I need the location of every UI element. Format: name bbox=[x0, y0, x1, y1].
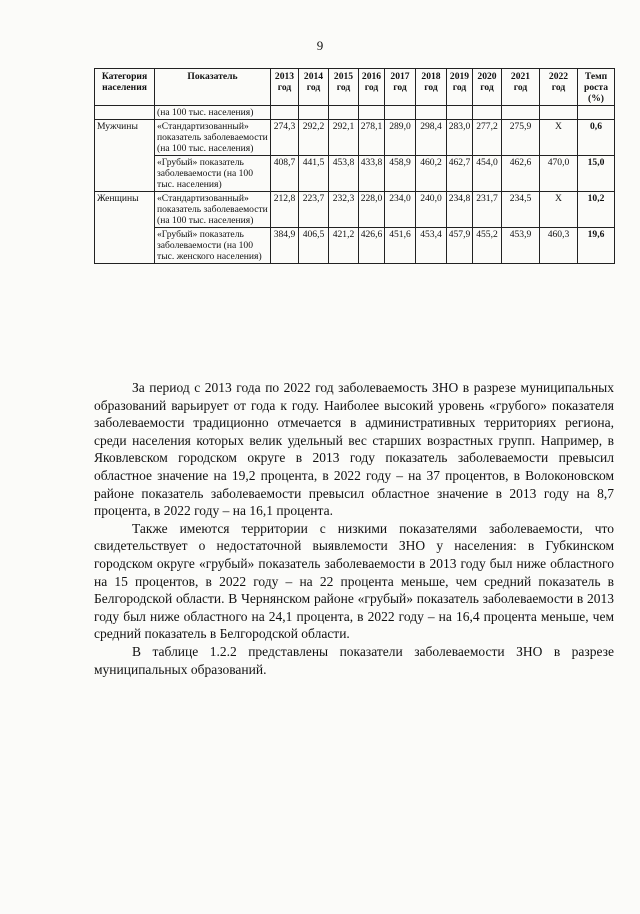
value-2013: 212,8 bbox=[271, 192, 299, 228]
table-row bbox=[95, 156, 615, 192]
body-text bbox=[94, 379, 614, 678]
paragraph: Также имеются территории с низкими показателями заболеваемости, что свидетельствует о недостаточной выявлемости ЗНО у населения: в Губкинском городском округе «грубый» показатель заболеваемости в 2013 году был ниже областного на 15 процентов, в 2022 году – на 22 процента меньше, чем средний показатель в Белгородской области. В Чернянском районе «грубый» показатель заболеваемости в 2013 году был ниже областного на 24,1 процента, в 2022 году – на 16,4 процента меньше, чем средний показатель в Белгородской области. bbox=[94, 520, 614, 642]
indicator-cell: «Грубый» показатель заболеваемости (на 100 тыс. населения) bbox=[155, 156, 271, 192]
value-2017: 451,6 bbox=[385, 228, 416, 264]
value-2018: 240,0 bbox=[416, 192, 447, 228]
category-cell bbox=[95, 106, 155, 120]
value-2016: 278,1 bbox=[359, 120, 385, 156]
value-2014: 441,5 bbox=[299, 156, 329, 192]
header-2015: 2015 год bbox=[329, 69, 359, 106]
value-2014: 223,7 bbox=[299, 192, 329, 228]
indicator-cell: (на 100 тыс. населения) bbox=[155, 106, 271, 120]
header-2018: 2018 год bbox=[416, 69, 447, 106]
header-2019: 2019 год bbox=[447, 69, 473, 106]
value-growth-rate: 15,0 bbox=[578, 156, 615, 192]
value-2019: 283,0 bbox=[447, 120, 473, 156]
header-2016: 2016 год bbox=[359, 69, 385, 106]
value-2013: 274,3 bbox=[271, 120, 299, 156]
value-2019: 234,8 bbox=[447, 192, 473, 228]
value-2021: 453,9 bbox=[502, 228, 540, 264]
value-2013: 384,9 bbox=[271, 228, 299, 264]
value-2013: 408,7 bbox=[271, 156, 299, 192]
header-indicator: Показатель bbox=[155, 69, 271, 106]
indicator-cell: «Стандартизованный» показатель заболеваемости (на 100 тыс. населения) bbox=[155, 192, 271, 228]
value-2021: 234,5 bbox=[502, 192, 540, 228]
value-2018: 453,4 bbox=[416, 228, 447, 264]
morbidity-table bbox=[94, 68, 615, 264]
value-2021: 462,6 bbox=[502, 156, 540, 192]
value-2022: Х bbox=[540, 120, 578, 156]
value-2018: 298,4 bbox=[416, 120, 447, 156]
page-number: 9 bbox=[316, 38, 324, 53]
header-2014: 2014 год bbox=[299, 69, 329, 106]
value-2019: 457,9 bbox=[447, 228, 473, 264]
value-2015: 453,8 bbox=[329, 156, 359, 192]
value-2017: 458,9 bbox=[385, 156, 416, 192]
table-row-continuation bbox=[95, 106, 615, 120]
header-2017: 2017 год bbox=[385, 69, 416, 106]
value-2020: 231,7 bbox=[473, 192, 502, 228]
paragraph: За период с 2013 года по 2022 год заболеваемость ЗНО в разрезе муниципальных образований варьирует от года к году. Наиболее высокий уровень «грубого» показателя заболеваемости традиционно отмечается в административных территориях региона, среди населения которых велик удельный вес старших возрастных групп. Например, в Яковлевском городском округе в 2013 году показатель заболеваемости превысил областное значение на 19,2 процента, в 2022 году – на 37 процентов, в Волоконовском районе показатель заболеваемости превысил областное значение в 2013 году на 8,7 процента, в 2022 году – на 16,1 процента. bbox=[94, 380, 614, 519]
table-header-row bbox=[95, 69, 615, 106]
value-2014: 292,2 bbox=[299, 120, 329, 156]
header-2021: 2021 год bbox=[502, 69, 540, 106]
value-2019: 462,7 bbox=[447, 156, 473, 192]
value-2015: 292,1 bbox=[329, 120, 359, 156]
value-2014: 406,5 bbox=[299, 228, 329, 264]
value-2016: 433,8 bbox=[359, 156, 385, 192]
table-row bbox=[95, 120, 615, 156]
category-cell-men: Мужчины bbox=[95, 120, 155, 192]
value-2016: 426,6 bbox=[359, 228, 385, 264]
value-2022: 470,0 bbox=[540, 156, 578, 192]
value-2015: 421,2 bbox=[329, 228, 359, 264]
value-growth-rate: 10,2 bbox=[578, 192, 615, 228]
header-category: Категория населения bbox=[95, 69, 155, 106]
value-2020: 277,2 bbox=[473, 120, 502, 156]
value-2020: 455,2 bbox=[473, 228, 502, 264]
table-row bbox=[95, 192, 615, 228]
header-2020: 2020 год bbox=[473, 69, 502, 106]
value-2018: 460,2 bbox=[416, 156, 447, 192]
header-2022: 2022 год bbox=[540, 69, 578, 106]
value-2017: 289,0 bbox=[385, 120, 416, 156]
header-2013: 2013 год bbox=[271, 69, 299, 106]
value-2016: 228,0 bbox=[359, 192, 385, 228]
paragraph: В таблице 1.2.2 представлены показатели заболеваемости ЗНО в разрезе муниципальных образований. bbox=[94, 643, 614, 677]
value-2017: 234,0 bbox=[385, 192, 416, 228]
value-2020: 454,0 bbox=[473, 156, 502, 192]
value-growth-rate: 0,6 bbox=[578, 120, 615, 156]
category-cell-women: Женщины bbox=[95, 192, 155, 264]
table-row bbox=[95, 228, 615, 264]
value-growth-rate: 19,6 bbox=[578, 228, 615, 264]
value-2022: Х bbox=[540, 192, 578, 228]
value-2022: 460,3 bbox=[540, 228, 578, 264]
value-2021: 275,9 bbox=[502, 120, 540, 156]
indicator-cell: «Грубый» показатель заболеваемости (на 100 тыс. женского населения) bbox=[155, 228, 271, 264]
indicator-cell: «Стандартизованный» показатель заболеваемости (на 100 тыс. населения) bbox=[155, 120, 271, 156]
header-growth-rate: Темп роста (%) bbox=[578, 69, 615, 106]
value-2015: 232,3 bbox=[329, 192, 359, 228]
